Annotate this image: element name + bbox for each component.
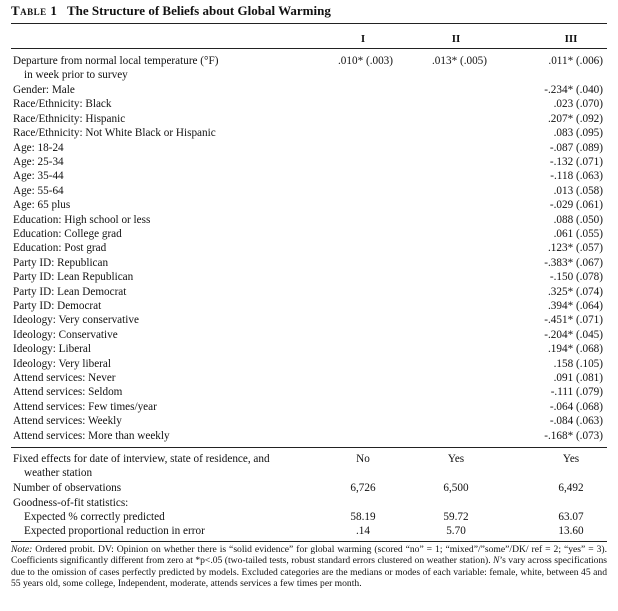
row-label: Ideology: Conservative: [13, 328, 118, 341]
table-row: [0, 342, 618, 356]
row-value-col3: -.234* (.040): [544, 84, 603, 96]
table-row: [0, 213, 618, 227]
mid-rule: [11, 447, 607, 448]
pct-correct-col1: 58.19: [350, 511, 376, 523]
fixed-effects-col1: No: [356, 453, 370, 465]
row-label: Party ID: Lean Republican: [13, 271, 134, 284]
reduction-error-col2: 5.70: [446, 525, 466, 537]
departure-col2: .013* (.005): [432, 55, 487, 67]
row-value-col3: -.111 (.079): [550, 386, 603, 399]
table-row: [0, 241, 618, 255]
row-label: Party ID: Republican: [13, 256, 109, 269]
pct-correct-row: [0, 510, 618, 524]
row-label: Age: 25-34: [13, 156, 64, 168]
row-label: Education: High school or less: [13, 213, 151, 226]
row-label: Attend services: Few times/year: [13, 400, 157, 413]
row-value-col3: -.087 (.089): [549, 141, 603, 154]
observations-col1: 6,726: [350, 482, 376, 494]
departure-label-cont: in week prior to survey: [24, 69, 128, 81]
table-row: [0, 112, 618, 126]
bottom-rule: [11, 541, 607, 542]
note-n-letter: N: [493, 555, 500, 567]
row-label: Party ID: Democrat: [13, 300, 102, 312]
row-value-col3: -.383* (.067): [544, 256, 603, 269]
observations-col2: 6,500: [443, 482, 469, 494]
observations-label: Number of observations: [13, 482, 122, 494]
table-number: Table 1: [11, 3, 58, 18]
departure-label: Departure from normal local temperature (°F): [13, 55, 219, 67]
row-value-col3: -.064 (.068): [549, 400, 603, 413]
fixed-effects-label-cont: weather station: [24, 467, 93, 479]
row-value-col3: .083 (.095): [553, 127, 603, 140]
row-label: Race/Ethnicity: Not White Black or Hispanic: [13, 127, 216, 140]
departure-row: [0, 54, 618, 68]
pct-correct-col3: 63.07: [558, 511, 584, 523]
row-value-col3: .158 (.105): [553, 357, 603, 370]
table-row: [0, 198, 618, 212]
table-row: [0, 97, 618, 111]
row-value-col3: .194* (.068): [548, 343, 603, 356]
row-value-col3: .394* (.064): [548, 300, 603, 312]
row-label: Gender: Male: [13, 84, 75, 96]
fixed-effects-label: Fixed effects for date of interview, state of residence, and: [13, 453, 270, 465]
fixed-effects-row-cont: [0, 466, 618, 480]
row-value-col3: -.029 (.061): [549, 199, 603, 212]
table-row: [0, 414, 618, 428]
row-value-col3: .123* (.057): [548, 242, 603, 255]
note-body-2: ’s vary across specifications due to the omission of cases perfectly predicted by models. Excluded categories are the medians or modes of each variable: female, white, between 45 and 55 years old, some college, Independent, moderate, attends services a few times per month.: [11, 555, 607, 590]
row-label: Ideology: Liberal: [13, 343, 91, 356]
departure-col3: .011* (.006): [548, 55, 603, 67]
row-label: Race/Ethnicity: Black: [13, 98, 112, 111]
row-label: Attend services: Never: [13, 372, 116, 384]
row-value-col3: .325* (.074): [548, 285, 603, 298]
row-label: Education: Post grad: [13, 242, 107, 255]
table-row: [0, 400, 618, 414]
row-label: Ideology: Very conservative: [13, 314, 139, 327]
header-rule: [11, 48, 607, 49]
row-label: Age: 65 plus: [13, 199, 71, 212]
table-row: [0, 184, 618, 198]
column-header-2: II: [451, 33, 461, 45]
table-row: [0, 429, 618, 443]
table-row: [0, 285, 618, 299]
row-value-col3: -.084 (.063): [549, 415, 603, 428]
goodness-heading-row: [0, 496, 618, 510]
reduction-error-row: [0, 524, 618, 538]
reduction-error-label: Expected proportional reduction in error: [24, 525, 205, 537]
row-label: Race/Ethnicity: Hispanic: [13, 112, 126, 125]
column-header-3: III: [564, 33, 578, 45]
table-row: [0, 328, 618, 342]
table-row: [0, 83, 618, 97]
fixed-effects-col2: Yes: [447, 453, 465, 465]
row-value-col3: .023 (.070): [553, 98, 603, 111]
row-value-col3: .091 (.081): [553, 372, 603, 384]
fixed-effects-col3: Yes: [562, 453, 580, 465]
row-value-col3: -.132 (.071): [549, 156, 603, 168]
table-row: [0, 169, 618, 183]
table-row: [0, 141, 618, 155]
column-header-1: I: [360, 33, 366, 45]
note-body-1: Ordered probit. DV: Opinion on whether there is “solid evidence” for global warming (scored “no” = 1; “mixed”/”some”/DK/ ref = 2; “yes” = 3). Coefficients significantly different from zero at *p<.05 (two-tailed tests, robust standard errors clustered on weather station).: [11, 544, 607, 567]
row-value-col3: .207* (.092): [548, 112, 603, 125]
row-label: Party ID: Lean Democrat: [13, 285, 127, 298]
reduction-error-col1: .14: [356, 525, 370, 537]
table-row: [0, 126, 618, 140]
row-value-col3: -.451* (.071): [544, 314, 603, 327]
row-value-col3: -.118 (.063): [550, 170, 603, 183]
row-value-col3: .061 (.055): [553, 228, 603, 240]
table-caption: [11, 3, 331, 19]
observations-row: [0, 481, 618, 495]
top-rule: [11, 23, 607, 24]
table-row: [0, 371, 618, 385]
row-label: Age: 35-44: [13, 170, 64, 183]
row-label: Age: 55-64: [13, 184, 64, 197]
table-row: [0, 357, 618, 371]
row-value-col3: -.168* (.073): [544, 429, 603, 442]
row-label: Age: 18-24: [13, 141, 64, 154]
row-label: Attend services: Seldom: [13, 386, 123, 399]
table-note: [11, 544, 607, 590]
goodness-label: Goodness-of-fit statistics:: [13, 497, 129, 509]
departure-col1: .010* (.003): [338, 55, 393, 67]
row-label: Ideology: Very liberal: [13, 357, 111, 370]
row-value-col3: .088 (.050): [553, 213, 603, 226]
observations-col3: 6,492: [558, 482, 584, 494]
table-row: [0, 385, 618, 399]
row-value-col3: -.204* (.045): [544, 328, 603, 341]
table-row: [0, 155, 618, 169]
row-label: Attend services: Weekly: [13, 415, 122, 428]
fixed-effects-row: [0, 452, 618, 466]
row-value-col3: .013 (.058): [553, 184, 603, 197]
row-label: Attend services: More than weekly: [13, 429, 170, 442]
table-row: [0, 256, 618, 270]
reduction-error-col3: 13.60: [558, 525, 584, 537]
row-label: Education: College grad: [13, 228, 122, 240]
table-row: [0, 313, 618, 327]
table-row: [0, 299, 618, 313]
pct-correct-col2: 59.72: [443, 511, 469, 523]
row-value-col3: -.150 (.078): [549, 271, 603, 284]
departure-row-cont: [0, 68, 618, 82]
table-row: [0, 227, 618, 241]
table-row: [0, 270, 618, 284]
note-lead: Note:: [11, 544, 33, 555]
table-title: The Structure of Beliefs about Global Warming: [66, 3, 331, 18]
pct-correct-label: Expected % correctly predicted: [24, 511, 165, 523]
